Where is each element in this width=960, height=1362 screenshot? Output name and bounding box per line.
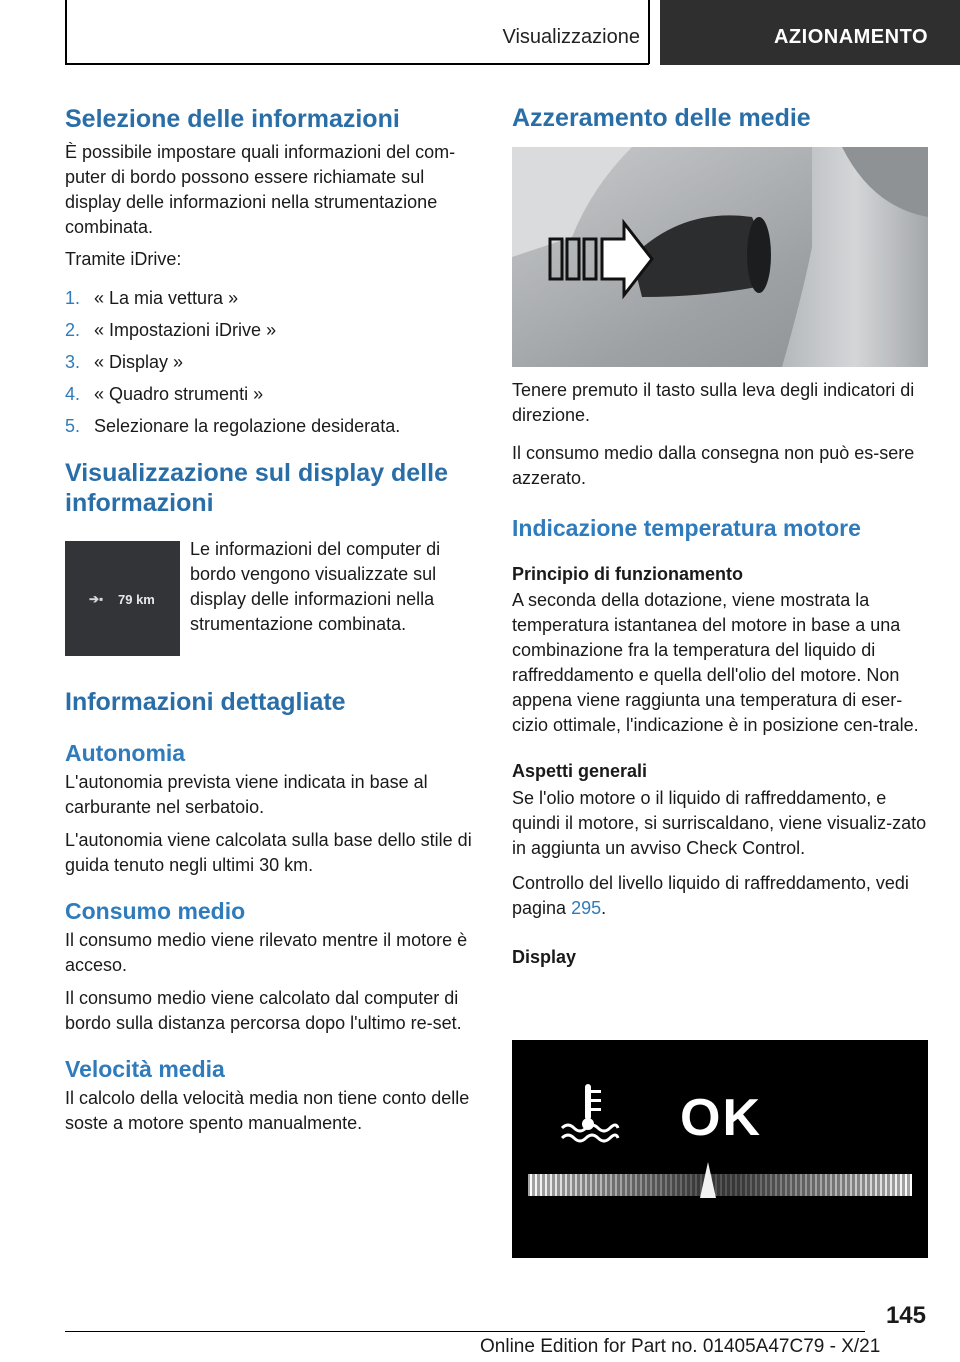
controllo-text: Controllo del livello liquido di raffreddamento, vedi pagina [512, 873, 909, 918]
step-text: « Impostazioni iDrive » [94, 320, 277, 340]
paragraph-idrive-intro: Tramite iDrive: [65, 249, 182, 269]
paragraph-azzeramento-1: Tenere premuto il tasto sulla leva degli indicatori di direzione. [512, 380, 915, 425]
coolant-temperature-icon [558, 1082, 620, 1146]
paragraph-velocita: Il calcolo della velocità media non tiene conto delle soste a motore spento manualmente. [65, 1088, 470, 1133]
heading-velocita: Velocità media [65, 1056, 225, 1082]
left-column-bottom [65, 687, 475, 1136]
heading-principio: Principio di funzionamento [512, 564, 743, 584]
range-readout: 79 km [118, 592, 155, 607]
step-number: 2. [65, 320, 81, 340]
page-number: 145 [885, 1302, 926, 1329]
heading-autonomia: Autonomia [65, 740, 186, 766]
controllo-period: . [601, 898, 607, 918]
list-item [65, 410, 475, 442]
list-item [65, 282, 475, 314]
right-column-body [512, 378, 930, 969]
heading-dettagliate: Informazioni dettagliate [65, 688, 346, 716]
heading-azzeramento: Azzeramento delle medie [512, 104, 811, 132]
step-text: Selezionare la regolazione desiderata. [94, 416, 401, 436]
heading-visualizzazione [65, 458, 475, 518]
step-text: « La mia vettura » [94, 288, 239, 308]
list-item [65, 314, 475, 346]
step-number: 3. [65, 352, 81, 372]
idrive-steps-list [65, 282, 475, 442]
list-item [65, 346, 475, 378]
temperature-display-image [512, 1040, 928, 1258]
paragraph-principio: A seconda della dotazione, viene mostrata la temperatura istantanea del motore in base a una combinazione fra la temperatura del liquido di raffreddamento e quella dell'olio del motore. Non appena viene raggiunta una temperatura di eser-cizio ottimale, l'indicazione è in posizione cen-trale. [512, 590, 919, 735]
step-number: 1. [65, 288, 81, 308]
turn-signal-lever-image [512, 147, 928, 367]
dashboard-range-image [65, 541, 180, 656]
header-chapter-tab [660, 0, 960, 65]
heading-temperatura: Indicazione temperatura motore [512, 515, 861, 541]
paragraph-autonomia-2: L'autonomia viene calcolata sulla base dello stile di guida tenuto negli ultimi 30 km. [65, 830, 472, 875]
header-rule-right [648, 0, 650, 64]
display-ok-label: OK [680, 1089, 762, 1147]
paragraph-visualizzazione: Le informazioni del computer di bordo vengono visualizzate sul display delle informazioni nella strumentazione combinata. [190, 539, 441, 634]
heading-aspetti: Aspetti generali [512, 761, 648, 781]
heading-visualizzazione-line2: informazioni [65, 489, 214, 517]
step-text: « Quadro strumenti » [94, 384, 264, 404]
header-chapter-label: AZIONAMENTO [773, 26, 928, 48]
paragraph-controllo [512, 871, 930, 921]
paragraph-consumo-1: Il consumo medio viene rilevato mentre il motore è acceso. [65, 930, 468, 975]
list-item [65, 378, 475, 410]
header-section-title: Visualizzazione [502, 26, 640, 48]
step-text: « Display » [94, 352, 184, 372]
lever-illustration [512, 147, 928, 367]
left-column-top [65, 104, 475, 518]
heading-visualizzazione-line1: Visualizzazione sul display delle [65, 459, 449, 487]
paragraph-consumo-2: Il consumo medio viene calcolato dal computer di bordo sulla distanza percorsa dopo l'ultimo re-set. [65, 988, 462, 1033]
paragraph-autonomia-1: L'autonomia prevista viene indicata in base al carburante nel serbatoio. [65, 772, 428, 817]
footer-edition: Online Edition for Part no. 01405A47C79 - X/21 [480, 1336, 881, 1357]
heading-consumo: Consumo medio [65, 898, 246, 924]
paragraph-aspetti: Se l'olio motore o il liquido di raffreddamento, e quindi il motore, si surriscaldano, viene visualiz-zato in aggiunta un avviso Check Control. [512, 788, 927, 858]
paragraph-azzeramento-2: Il consumo medio dalla consegna non può es-sere azzerato. [512, 443, 915, 488]
range-arrow-icon: ➔▪ [89, 592, 104, 606]
heading-selezione: Selezione delle informazioni [65, 105, 400, 133]
step-number: 4. [65, 384, 81, 404]
footer-rule [65, 1331, 865, 1332]
heading-display: Display [512, 947, 577, 967]
step-number: 5. [65, 416, 81, 436]
header-rule-left [65, 0, 67, 64]
page-link-295[interactable]: 295 [571, 898, 602, 918]
temperature-gauge-bar [512, 1158, 928, 1218]
paragraph-selezione: È possibile impostare quali informazioni del com-puter di bordo possono essere richiamate sul display delle informazioni nella strumentazione combinata. [65, 142, 456, 237]
header-rule-bottom [65, 63, 649, 65]
